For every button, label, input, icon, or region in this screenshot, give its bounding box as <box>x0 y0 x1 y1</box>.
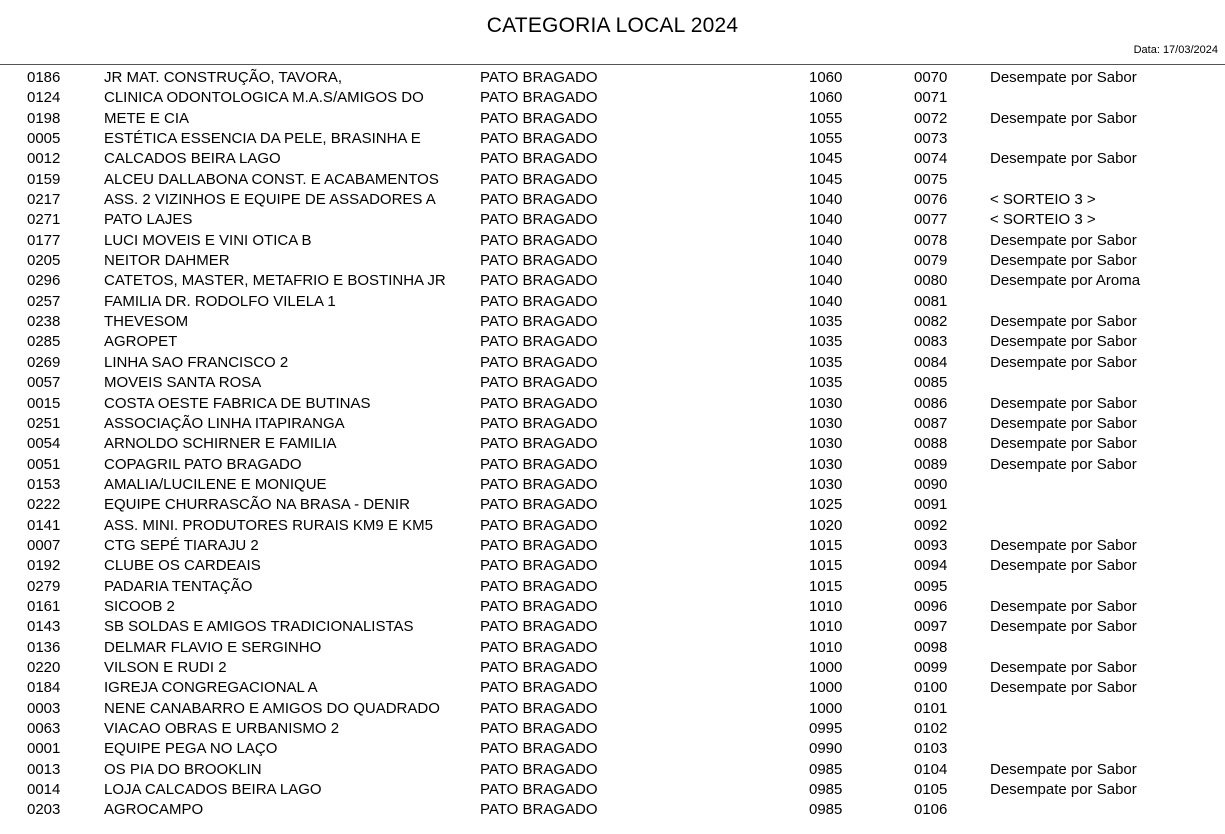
entry-city: PATO BRAGADO <box>480 455 598 473</box>
table-row <box>0 251 1225 271</box>
table-row <box>0 68 1225 88</box>
entry-code: 0051 <box>27 455 61 473</box>
entry-position: 0083 <box>914 333 948 351</box>
entry-position: 0080 <box>914 272 948 290</box>
entry-code: 0003 <box>27 699 61 717</box>
entry-note: Desempate por Sabor <box>990 536 1137 554</box>
entry-code: 0251 <box>27 414 61 432</box>
entry-score: 0995 <box>809 720 843 737</box>
table-row <box>0 292 1225 312</box>
entry-position: 0076 <box>914 191 948 209</box>
entry-code: 0279 <box>27 577 61 595</box>
entry-position: 0103 <box>914 740 948 758</box>
entry-name: THEVESOM <box>104 313 189 331</box>
entry-city: PATO BRAGADO <box>480 89 598 107</box>
entry-name: EQUIPE CHURRASCÃO NA BRASA - DENIR <box>104 496 410 514</box>
entry-city: PATO BRAGADO <box>480 679 598 697</box>
entry-score: 1035 <box>809 313 843 331</box>
entry-position: 0097 <box>914 618 948 636</box>
entry-name: CLUBE OS CARDEAIS <box>104 557 261 575</box>
entry-name: AGROCAMPO <box>104 801 204 819</box>
entry-position: 0070 <box>914 69 948 86</box>
entry-name: VIACAO OBRAS E URBANISMO 2 <box>104 720 340 737</box>
entry-score: 1040 <box>809 231 843 249</box>
entry-position: 0105 <box>914 781 948 799</box>
entry-note: Desempate por Sabor <box>990 150 1137 168</box>
entry-code: 0015 <box>27 394 61 412</box>
entry-position: 0074 <box>914 150 948 168</box>
entry-score: 1040 <box>809 272 843 290</box>
entry-city: PATO BRAGADO <box>480 699 598 717</box>
entry-city: PATO BRAGADO <box>480 557 598 575</box>
entry-city: PATO BRAGADO <box>480 781 598 799</box>
entry-name: CALCADOS BEIRA LAGO <box>104 150 281 168</box>
entry-position: 0096 <box>914 597 948 615</box>
entry-note: Desempate por Sabor <box>990 414 1137 432</box>
entry-code: 0143 <box>27 618 61 636</box>
table-row <box>0 495 1225 515</box>
entry-note: Desempate por Sabor <box>990 109 1137 127</box>
entry-name: LINHA SAO FRANCISCO 2 <box>104 353 289 371</box>
entry-city: PATO BRAGADO <box>480 272 598 290</box>
entry-score: 1020 <box>809 516 843 534</box>
entry-score: 1030 <box>809 394 843 412</box>
entry-code: 0057 <box>27 374 61 392</box>
entry-position: 0086 <box>914 394 948 412</box>
entry-position: 0098 <box>914 638 948 656</box>
entry-code: 0177 <box>27 231 61 249</box>
entry-city: PATO BRAGADO <box>480 69 598 86</box>
entry-code: 0136 <box>27 638 61 656</box>
entry-score: 1030 <box>809 414 843 432</box>
table-row <box>0 210 1225 230</box>
entry-name: CTG SEPÉ TIARAJU 2 <box>104 536 259 554</box>
table-row <box>0 149 1225 169</box>
entry-code: 0001 <box>27 740 61 758</box>
table-row <box>0 719 1225 739</box>
table-row <box>0 638 1225 658</box>
table-row <box>0 373 1225 393</box>
entry-name: SB SOLDAS E AMIGOS TRADICIONALISTAS <box>104 618 414 636</box>
entry-name: IGREJA CONGREGACIONAL A <box>104 679 318 697</box>
table-row <box>0 190 1225 210</box>
entry-note: Desempate por Sabor <box>990 455 1137 473</box>
entry-code: 0205 <box>27 252 61 270</box>
entry-score: 1035 <box>809 353 843 371</box>
table-row <box>0 332 1225 352</box>
entry-position: 0092 <box>914 516 948 534</box>
entry-score: 1000 <box>809 699 843 717</box>
entry-city: PATO BRAGADO <box>480 740 598 758</box>
entry-note: Desempate por Sabor <box>990 557 1137 575</box>
entry-position: 0073 <box>914 130 948 148</box>
entry-note: Desempate por Sabor <box>990 353 1137 371</box>
entry-name: ESTÉTICA ESSENCIA DA PELE, BRASINHA E <box>104 130 421 148</box>
entry-note: Desempate por Sabor <box>990 760 1137 778</box>
entry-code: 0192 <box>27 557 61 575</box>
entry-code: 0217 <box>27 191 61 209</box>
table-row <box>0 394 1225 414</box>
entry-code: 0296 <box>27 272 61 290</box>
entry-city: PATO BRAGADO <box>480 597 598 615</box>
entry-code: 0257 <box>27 292 61 310</box>
entry-position: 0088 <box>914 435 948 453</box>
entry-score: 1010 <box>809 597 843 615</box>
entry-code: 0054 <box>27 435 61 453</box>
entry-position: 0087 <box>914 414 948 432</box>
entry-name: ARNOLDO SCHIRNER E FAMILIA <box>104 435 337 453</box>
entry-city: PATO BRAGADO <box>480 170 598 188</box>
table-row <box>0 678 1225 698</box>
report-title: CATEGORIA LOCAL 2024 <box>486 14 739 37</box>
entry-name: COPAGRIL PATO BRAGADO <box>104 455 302 473</box>
entry-position: 0102 <box>914 720 948 737</box>
entry-city: PATO BRAGADO <box>480 394 598 412</box>
entry-city: PATO BRAGADO <box>480 252 598 270</box>
entry-score: 1000 <box>809 679 843 697</box>
table-row <box>0 556 1225 576</box>
entry-code: 0222 <box>27 496 61 514</box>
entry-note: Desempate por Sabor <box>990 394 1137 412</box>
entry-position: 0095 <box>914 577 948 595</box>
entry-position: 0093 <box>914 536 948 554</box>
entry-code: 0269 <box>27 353 61 371</box>
entry-city: PATO BRAGADO <box>480 130 598 148</box>
entry-position: 0089 <box>914 455 948 473</box>
entry-position: 0082 <box>914 313 948 331</box>
table-row <box>0 516 1225 536</box>
entry-score: 0985 <box>809 760 843 778</box>
table-row <box>0 577 1225 597</box>
entry-city: PATO BRAGADO <box>480 353 598 371</box>
entry-note: Desempate por Sabor <box>990 69 1137 86</box>
entry-position: 0104 <box>914 760 948 778</box>
table-row <box>0 739 1225 759</box>
entry-code: 0007 <box>27 536 61 554</box>
entry-city: PATO BRAGADO <box>480 577 598 595</box>
entry-note: Desempate por Sabor <box>990 313 1137 331</box>
table-row <box>0 109 1225 129</box>
entry-score: 1030 <box>809 475 843 493</box>
results-list <box>0 68 1225 821</box>
entry-code: 0186 <box>27 69 61 86</box>
entry-score: 0990 <box>809 740 843 758</box>
entry-name: NEITOR DAHMER <box>104 252 230 270</box>
entry-position: 0079 <box>914 252 948 270</box>
entry-position: 0100 <box>914 679 948 697</box>
entry-name: EQUIPE PEGA NO LAÇO <box>104 740 278 758</box>
entry-position: 0106 <box>914 801 948 819</box>
table-row <box>0 617 1225 637</box>
entry-city: PATO BRAGADO <box>480 435 598 453</box>
entry-code: 0013 <box>27 760 61 778</box>
entry-city: PATO BRAGADO <box>480 516 598 534</box>
entry-code: 0159 <box>27 170 61 188</box>
entry-score: 0985 <box>809 781 843 799</box>
entry-position: 0078 <box>914 231 948 249</box>
table-row <box>0 780 1225 800</box>
table-row <box>0 536 1225 556</box>
entry-position: 0085 <box>914 374 948 392</box>
entry-name: AMALIA/LUCILENE E MONIQUE <box>104 475 327 493</box>
entry-code: 0012 <box>27 150 61 168</box>
table-row <box>0 475 1225 495</box>
entry-score: 1015 <box>809 577 843 595</box>
entry-code: 0014 <box>27 781 61 799</box>
entry-city: PATO BRAGADO <box>480 536 598 554</box>
entry-position: 0071 <box>914 89 948 107</box>
entry-note: Desempate por Sabor <box>990 252 1137 270</box>
entry-position: 0094 <box>914 557 948 575</box>
entry-score: 1030 <box>809 455 843 473</box>
entry-score: 1015 <box>809 557 843 575</box>
entry-city: PATO BRAGADO <box>480 720 598 737</box>
entry-name: ASSOCIAÇÃO LINHA ITAPIRANGA <box>104 414 345 432</box>
table-row <box>0 312 1225 332</box>
entry-note: Desempate por Sabor <box>990 231 1137 249</box>
entry-city: PATO BRAGADO <box>480 191 598 209</box>
entry-name: PATO LAJES <box>104 211 193 229</box>
table-row <box>0 271 1225 291</box>
entry-city: PATO BRAGADO <box>480 374 598 392</box>
entry-name: FAMILIA DR. RODOLFO VILELA 1 <box>104 292 336 310</box>
entry-name: PADARIA TENTAÇÃO <box>104 577 253 595</box>
entry-score: 1040 <box>809 292 843 310</box>
entry-score: 1060 <box>809 69 843 86</box>
entry-position: 0081 <box>914 292 948 310</box>
entry-note: Desempate por Sabor <box>990 435 1137 453</box>
entry-score: 1055 <box>809 109 843 127</box>
entry-score: 1025 <box>809 496 843 514</box>
entry-score: 1010 <box>809 638 843 656</box>
entry-score: 0985 <box>809 801 843 819</box>
entry-name: ALCEU DALLABONA CONST. E ACABAMENTOS <box>104 170 439 188</box>
table-row <box>0 231 1225 251</box>
table-row <box>0 170 1225 190</box>
entry-score: 1040 <box>809 211 843 229</box>
entry-name: MOVEIS SANTA ROSA <box>104 374 262 392</box>
entry-city: PATO BRAGADO <box>480 333 598 351</box>
entry-note: Desempate por Sabor <box>990 781 1137 799</box>
entry-note: Desempate por Sabor <box>990 658 1137 676</box>
entry-city: PATO BRAGADO <box>480 313 598 331</box>
entry-code: 0238 <box>27 313 61 331</box>
entry-name: METE E CIA <box>104 109 190 127</box>
entry-name: ASS. MINI. PRODUTORES RURAIS KM9 E KM5 <box>104 516 433 534</box>
table-row <box>0 434 1225 454</box>
entry-note: Desempate por Sabor <box>990 679 1137 697</box>
entry-code: 0271 <box>27 211 61 229</box>
report-date: Data: 17/03/2024 <box>1133 44 1218 56</box>
entry-score: 1000 <box>809 658 843 676</box>
entry-position: 0099 <box>914 658 948 676</box>
entry-note: Desempate por Aroma <box>990 272 1141 290</box>
entry-name: CATETOS, MASTER, METAFRIO E BOSTINHA JR <box>104 272 446 290</box>
entry-score: 1035 <box>809 333 843 351</box>
table-row <box>0 353 1225 373</box>
entry-city: PATO BRAGADO <box>480 109 598 127</box>
entry-code: 0153 <box>27 475 61 493</box>
entry-score: 1055 <box>809 130 843 148</box>
entry-name: LOJA CALCADOS BEIRA LAGO <box>104 781 322 799</box>
entry-name: JR MAT. CONSTRUÇÃO, TAVORA, <box>104 69 343 86</box>
entry-code: 0220 <box>27 658 61 676</box>
entry-city: PATO BRAGADO <box>480 475 598 493</box>
table-row <box>0 699 1225 719</box>
entry-note: Desempate por Sabor <box>990 333 1137 351</box>
table-row <box>0 597 1225 617</box>
entry-position: 0091 <box>914 496 948 514</box>
entry-name: CLINICA ODONTOLOGICA M.A.S/AMIGOS DO <box>104 89 424 107</box>
entry-name: DELMAR FLAVIO E SERGINHO <box>104 638 322 656</box>
entry-note: < SORTEIO 3 > <box>990 211 1096 229</box>
entry-name: AGROPET <box>104 333 178 351</box>
entry-note: Desempate por Sabor <box>990 597 1137 615</box>
entry-code: 0203 <box>27 801 61 819</box>
entry-city: PATO BRAGADO <box>480 414 598 432</box>
entry-name: SICOOB 2 <box>104 597 175 615</box>
entry-city: PATO BRAGADO <box>480 496 598 514</box>
table-row <box>0 414 1225 434</box>
entry-score: 1040 <box>809 252 843 270</box>
table-row <box>0 658 1225 678</box>
header-divider <box>0 64 1225 65</box>
entry-code: 0063 <box>27 720 61 737</box>
entry-position: 0090 <box>914 475 948 493</box>
entry-score: 1045 <box>809 150 843 168</box>
entry-name: COSTA OESTE FABRICA DE BUTINAS <box>104 394 371 412</box>
entry-score: 1060 <box>809 89 843 107</box>
entry-position: 0075 <box>914 170 948 188</box>
entry-code: 0124 <box>27 89 61 107</box>
entry-position: 0101 <box>914 699 948 717</box>
entry-city: PATO BRAGADO <box>480 150 598 168</box>
entry-city: PATO BRAGADO <box>480 658 598 676</box>
entry-note: < SORTEIO 3 > <box>990 191 1096 209</box>
entry-code: 0198 <box>27 109 61 127</box>
entry-score: 1015 <box>809 536 843 554</box>
entry-position: 0077 <box>914 211 948 229</box>
entry-city: PATO BRAGADO <box>480 638 598 656</box>
entry-city: PATO BRAGADO <box>480 760 598 778</box>
table-row <box>0 455 1225 475</box>
entry-code: 0141 <box>27 516 61 534</box>
entry-city: PATO BRAGADO <box>480 231 598 249</box>
table-row <box>0 88 1225 108</box>
entry-score: 1045 <box>809 170 843 188</box>
entry-score: 1030 <box>809 435 843 453</box>
entry-score: 1010 <box>809 618 843 636</box>
entry-note: Desempate por Sabor <box>990 618 1137 636</box>
entry-position: 0084 <box>914 353 948 371</box>
entry-name: VILSON E RUDI 2 <box>104 658 227 676</box>
table-row <box>0 800 1225 820</box>
table-row <box>0 760 1225 780</box>
entry-city: PATO BRAGADO <box>480 211 598 229</box>
entry-city: PATO BRAGADO <box>480 618 598 636</box>
entry-name: NENE CANABARRO E AMIGOS DO QUADRADO <box>104 699 440 717</box>
entry-city: PATO BRAGADO <box>480 801 598 819</box>
entry-code: 0161 <box>27 597 61 615</box>
entry-name: LUCI MOVEIS E VINI OTICA B <box>104 231 312 249</box>
entry-score: 1040 <box>809 191 843 209</box>
entry-score: 1035 <box>809 374 843 392</box>
entry-position: 0072 <box>914 109 948 127</box>
entry-name: ASS. 2 VIZINHOS E EQUIPE DE ASSADORES A <box>104 191 436 209</box>
entry-city: PATO BRAGADO <box>480 292 598 310</box>
entry-name: OS PIA DO BROOKLIN <box>104 760 262 778</box>
entry-code: 0285 <box>27 333 61 351</box>
table-row <box>0 129 1225 149</box>
entry-code: 0184 <box>27 679 61 697</box>
entry-code: 0005 <box>27 130 61 148</box>
